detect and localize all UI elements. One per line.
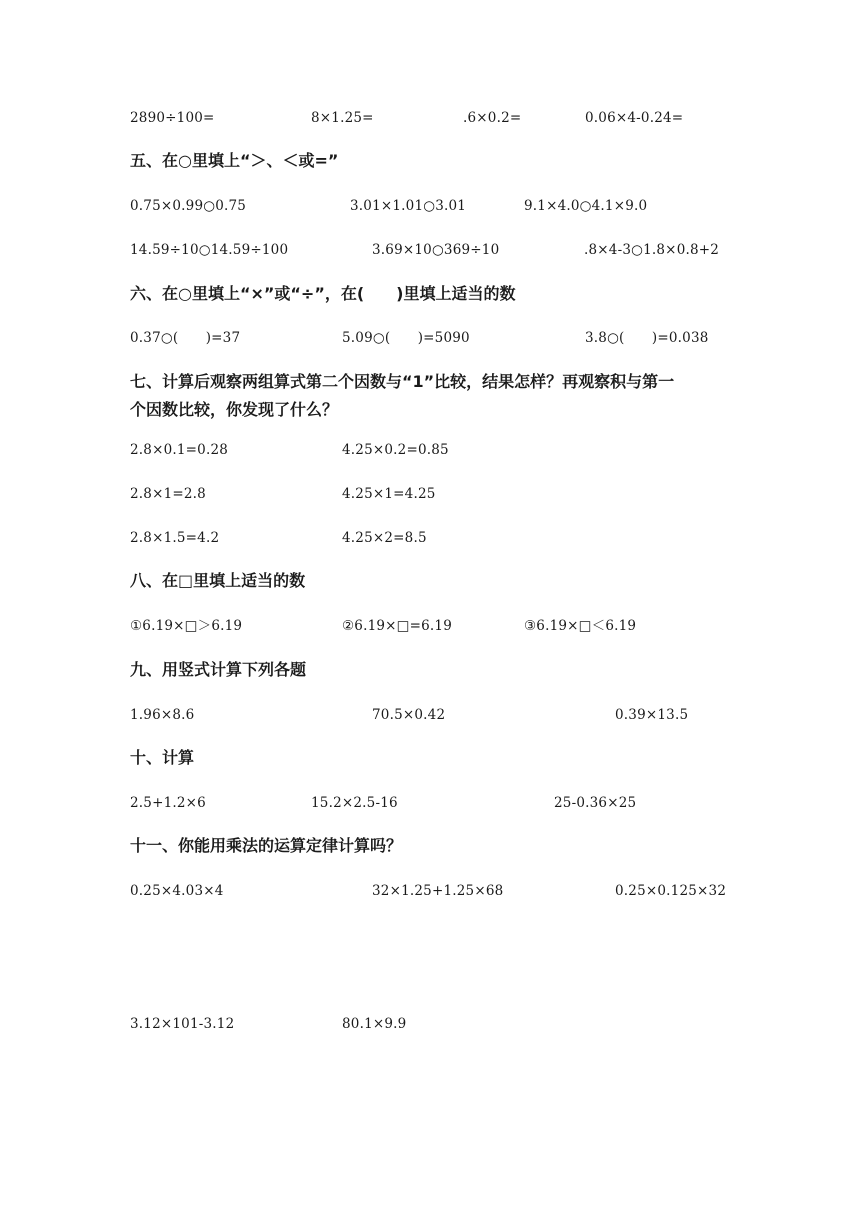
problem: 2.8×1=2.8 [130, 486, 206, 502]
problem: ①6.19×□＞6.19 [130, 618, 243, 634]
problem: 1.96×8.6 [130, 707, 195, 723]
problem: 0.06×4-0.24= [585, 110, 684, 126]
problem-row [0, 194, 860, 218]
problem: 3.01×1.01○3.01 [350, 198, 467, 214]
problem: 0.37○( )=37 [130, 330, 241, 346]
problem-row [0, 482, 860, 506]
section-heading: 九、用竖式计算下列各题 [130, 660, 307, 679]
problem: 5.09○( )=5090 [342, 330, 470, 346]
problem: 9.1×4.0○4.1×9.0 [524, 198, 648, 214]
problem-row [0, 106, 860, 130]
problem: 0.25×4.03×4 [130, 883, 224, 899]
problem: 25-0.36×25 [554, 795, 637, 811]
problem-row [0, 326, 860, 350]
problem-row [0, 238, 860, 262]
problem: 14.59÷10○14.59÷100 [130, 242, 289, 258]
problem: 4.25×2=8.5 [342, 530, 427, 546]
problem: 3.69×10○369÷10 [372, 242, 500, 258]
problem: ②6.19×□=6.19 [342, 618, 452, 634]
problem-row [0, 791, 860, 815]
problem: 15.2×2.5-16 [311, 795, 398, 811]
problem: 3.8○( )=0.038 [585, 330, 709, 346]
section-heading: 七、计算后观察两组算式第二个因数与“1”比较，结果怎样？再观察积与第一 [130, 372, 675, 391]
problem: 0.25×0.125×32 [615, 883, 727, 899]
problem-row [0, 703, 860, 727]
problem: 80.1×9.9 [342, 1016, 407, 1032]
section-heading-continued: 个因数比较，你发现了什么？ [130, 400, 339, 419]
problem: 70.5×0.42 [372, 707, 446, 723]
problem: .6×0.2= [463, 110, 522, 126]
problem: .8×4-3○1.8×0.8+2 [584, 242, 720, 258]
section-heading: 十、计算 [130, 748, 195, 767]
problem: 4.25×1=4.25 [342, 486, 436, 502]
problem: 32×1.25+1.25×68 [372, 883, 504, 899]
section-heading: 八、在□里填上适当的数 [130, 571, 306, 590]
problem: 0.39×13.5 [615, 707, 689, 723]
problem: 2890÷100= [130, 110, 215, 126]
problem: 8×1.25= [311, 110, 374, 126]
problem: 2.8×0.1=0.28 [130, 442, 229, 458]
problem-row [0, 526, 860, 550]
problem: 2.8×1.5=4.2 [130, 530, 220, 546]
problem: 0.75×0.99○0.75 [130, 198, 247, 214]
section-heading: 六、在○里填上“×”或“÷”，在( )里填上适当的数 [130, 284, 516, 303]
problem: 2.5+1.2×6 [130, 795, 206, 811]
problem: 3.12×101-3.12 [130, 1016, 235, 1032]
section-heading: 五、在○里填上“＞、＜或=” [130, 151, 339, 170]
problem-row [0, 1012, 860, 1036]
problem-row [0, 438, 860, 462]
problem-row [0, 879, 860, 903]
problem: 4.25×0.2=0.85 [342, 442, 449, 458]
problem-row [0, 614, 860, 638]
section-heading: 十一、你能用乘法的运算定律计算吗？ [130, 836, 403, 855]
problem: ③6.19×□＜6.19 [524, 618, 637, 634]
